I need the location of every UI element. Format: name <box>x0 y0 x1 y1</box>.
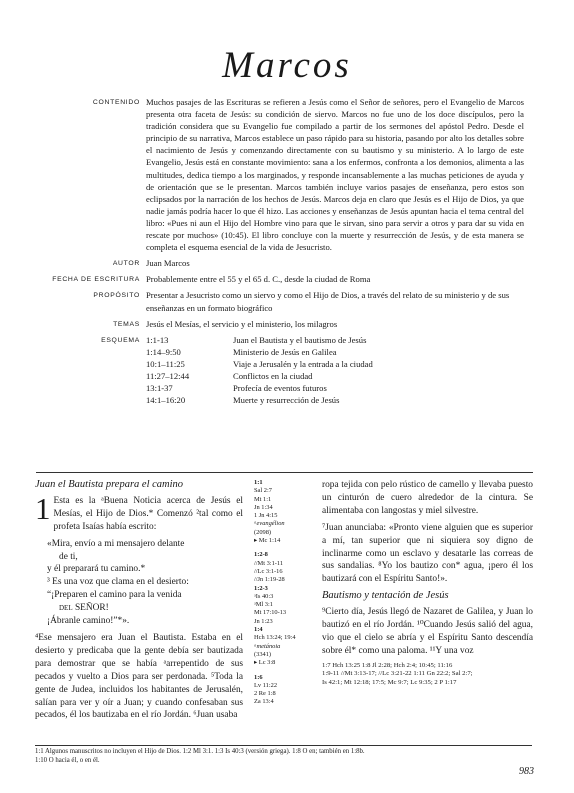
margin-ref: ᵃIs 40:3 <box>254 592 274 600</box>
xref-line: 1:7 Hch 13:25 1:8 Jl 2:28; Hch 2:4; 10:45; 11:16 <box>322 661 453 669</box>
outline-desc: Conflictos en la ciudad <box>233 370 313 381</box>
book-title: Marcos <box>222 45 352 86</box>
outline-desc: Muerte y resurrección de Jesús <box>233 395 340 406</box>
footnote: 1:10 O hacia él, o en él. <box>35 756 100 764</box>
margin-ref: Lv 11:22 <box>254 681 278 689</box>
outline-item <box>146 394 524 406</box>
margin-ref: (3341) <box>254 650 272 658</box>
margin-ref: Jn 1:23 <box>254 617 273 625</box>
margin-ref: ▸ Mc 1:14 <box>254 537 281 545</box>
fecha-row <box>0 273 574 285</box>
outline-ref: 10:1–11:25 <box>146 358 185 369</box>
poetry-quote <box>47 538 243 628</box>
margin-ref: Jn 1:34 <box>254 503 273 511</box>
left-text-column <box>35 479 243 726</box>
margin-ref: 1:1 <box>254 479 263 486</box>
margin-ref: //Jn 1:19-28 <box>254 576 285 584</box>
verse-paragraph: ⁹Cierto día, Jesús llegó de Nazaret de Galilea, y Juan lo bautizó en el río Jordán. ¹⁰Cuando Jesús salió del agua, vio que el cielo se abría y el Espíritu Santo descendía sobre él* como una paloma. ¹¹Y una voz <box>322 607 533 656</box>
poem-line: ³ Es una voz que clama en el desierto: <box>47 577 189 588</box>
esquema-row <box>0 334 574 407</box>
book-introduction <box>0 96 574 410</box>
xref-line: Is 42:1; Mt 12:18; 17:5; Mc 9:7; Lc 9:35; 2 P 1:17 <box>322 678 457 686</box>
outline-item <box>146 358 524 370</box>
esquema-label: ESQUEMA <box>101 336 140 344</box>
margin-ref: ᵃMl 3:1 <box>254 601 273 609</box>
contenido-label: CONTENIDO <box>92 99 140 106</box>
temas-text: Jesús el Mesías, el servicio y el ministerio, los milagros <box>146 318 338 329</box>
poem-line: «Mira, envío a mi mensajero delante <box>47 538 185 549</box>
margin-ref: 1:2-3 <box>254 584 268 592</box>
contenido-row <box>0 96 574 253</box>
autor-text: Juan Marcos <box>146 258 190 269</box>
outline-desc: Juan el Bautista y el bautismo de Jesús <box>233 334 367 345</box>
margin-ref: (2098) <box>254 528 272 536</box>
autor-row <box>0 257 574 269</box>
poem-line: ¡Ábranle camino!”*». <box>47 616 130 627</box>
margin-ref: Sal 2:7 <box>254 487 272 495</box>
outline-ref: 1:14–9:50 <box>146 346 181 357</box>
outline-desc: Viaje a Jerusalén y la entrada a la ciudad <box>233 358 373 369</box>
right-text-column <box>322 479 533 687</box>
fecha-text: Probablemente entre el 55 y el 65 d. C., desde la ciudad de Roma <box>146 274 371 285</box>
margin-ref: 1:6 <box>254 673 263 681</box>
margin-ref: 1 Jn 4:15 <box>254 512 278 520</box>
page-number: 983 <box>519 766 534 777</box>
footnote: 1:1 Algunos manuscritos no incluyen el Hijo de Dios. 1:2 Ml 3:1. 1:3 Is 40:3 (versión griega). 1:8 O en; también en 1:8b. <box>35 748 365 755</box>
poem-line: y él preparará tu camino.* <box>47 564 146 575</box>
margin-ref: Mt 1:1 <box>254 495 272 503</box>
contenido-text: Muchos pasajes de las Escrituras se refieren a Jesús como el Señor de señores, pero el Evangelio de Marcos presenta otra faceta de Jesús: su condición de siervo. Marcos no fue uno de los doce discípulos, pero la tradición considera que su Evangelio fue compilado a partir de los sermones del apóstol Pedro. Desde el principio de su narrativa, Marcos establece un paso rápido para su historia, pasando por alto los detalles sobre el nacimiento de Jesús y comenzando directamente con su bautismo y su ministerio. A lo largo de este Evangelio, Jesús está en constante movimiento: sana a los enfermos, confronta a los demonios, alimenta a las multitudes, dedica tiempo a los marginados, y responde incansablemente a las muchas peticiones de ayuda y de orientación que se le presentan. Marcos también incluye varios pasajes de enseñanza, pero estos son eclipsados por la narración de los hechos de Jesús. Marcos deja en claro que Jesús es el Hijo de Dios, ya que nadie jamás podría hacer lo que él hizo. Las acciones y enseñanzas de Jesús apuntan hacia el tema central del libro: «Pues ni aun el Hijo del Hombre vino para que le sirvan, sino para servir a otros y para dar su vida en rescate por muchos» (10:45). El libro concluye con la muerte y resurrección de Jesús, y de esta manera se completa el esquema esencial de la vida de Jesucristo. <box>146 97 524 253</box>
margin-ref: ▸ Lc 3:8 <box>254 659 276 667</box>
outline-item <box>146 334 524 346</box>
proposito-text: Presentar a Jesucristo como un siervo y como el Hijo de Dios, a través del relato de su ministerio y de sus enseñanzas en un formato biográfico <box>146 290 510 313</box>
cross-reference-margin <box>254 479 316 707</box>
section-divider <box>36 472 533 473</box>
margin-ref: //Mt 3:1-11 <box>254 559 284 567</box>
verse-paragraph: ⁷Juan anunciaba: «Pronto viene alguien que es superior a mí, tan superior que ni siquiera soy digno de inclinarme como un esclavo y desatarle las correas de sus sandalias. ⁸Yo los bautizo con* agua, ¡pero él los bautizará con el Espíritu Santo!». <box>322 522 533 585</box>
outline-desc: Ministerio de Jesús en Galilea <box>233 346 337 357</box>
margin-ref: 1:4 <box>254 626 263 634</box>
margin-ref: Mt 17:10-13 <box>254 609 287 617</box>
xref-line: 1:9-11 //Mt 3:13-17; //Lc 3:21-22 1:11 Gn 22:2; Sal 2:7; <box>322 670 473 678</box>
poem-line: de ti, <box>59 551 78 562</box>
cross-reference-block <box>322 662 533 687</box>
proposito-label: PROPÓSITO <box>93 292 140 300</box>
poem-line: “¡Preparen el camino para la venida <box>47 590 182 601</box>
margin-ref: Hch 13:24; 19:4 <box>254 634 296 642</box>
outline-ref: 11:27–12:44 <box>146 370 190 381</box>
margin-ref: ᵃmetánoia <box>254 642 281 650</box>
outline-item <box>146 370 524 382</box>
outline-item <box>146 382 524 394</box>
outline-ref: 1:1-13 <box>146 334 169 345</box>
margin-ref: ᵃevangélion <box>254 520 285 528</box>
poem-line: del SEÑOR! <box>59 603 109 614</box>
proposito-row <box>0 289 574 313</box>
verse-paragraph: ropa tejida con pelo rústico de camello y llevaba puesto un cinturón de cuero alrededor de la cintura. Se alimentaba con langostas y miel silvestre. <box>322 480 533 516</box>
temas-row <box>0 318 574 330</box>
margin-ref: 1:2-8 <box>254 551 268 559</box>
temas-label: TEMAS <box>113 320 140 328</box>
outline-ref: 14:1–16:20 <box>146 395 186 406</box>
margin-ref: //Lc 3:1-16 <box>254 567 283 575</box>
footnotes <box>35 745 532 765</box>
chapter-number: 1 <box>35 490 51 526</box>
outline-ref: 13:1-37 <box>146 383 173 394</box>
esquema-list <box>146 334 524 407</box>
margin-ref: 2 Re 1:8 <box>254 690 276 698</box>
autor-label: AUTOR <box>112 260 140 268</box>
outline-desc: Profecía de eventos futuros <box>233 383 327 394</box>
outline-item <box>146 346 524 358</box>
verse-paragraph: Esta es la ᵃBuena Noticia acerca de Jesús el Mesías, el Hijo de Dios.* Comenzó ²tal como el profeta Isaías había escrito: <box>53 495 243 532</box>
verse-paragraph: ⁴Ese mensajero era Juan el Bautista. Estaba en el desierto y predicaba que la gente debía ser bautizada para demostrar que se había ᵃarrepentido de sus pecados y vuelto a Dios para ser perdonada. ⁵Toda la gente de Judea, incluidos los habitantes de Jerusalén, salían para ver y oír a Juan; y cuando confesaban sus pecados, él los bautizaba en el río Jordán. ⁶Juan usaba <box>35 632 243 721</box>
section-heading: Juan el Bautista prepara el camino <box>35 479 184 490</box>
margin-ref: Za 13:4 <box>254 698 274 706</box>
section-heading: Bautismo y tentación de Jesús <box>322 590 449 602</box>
fecha-label: FECHA DE ESCRITURA <box>52 276 140 284</box>
